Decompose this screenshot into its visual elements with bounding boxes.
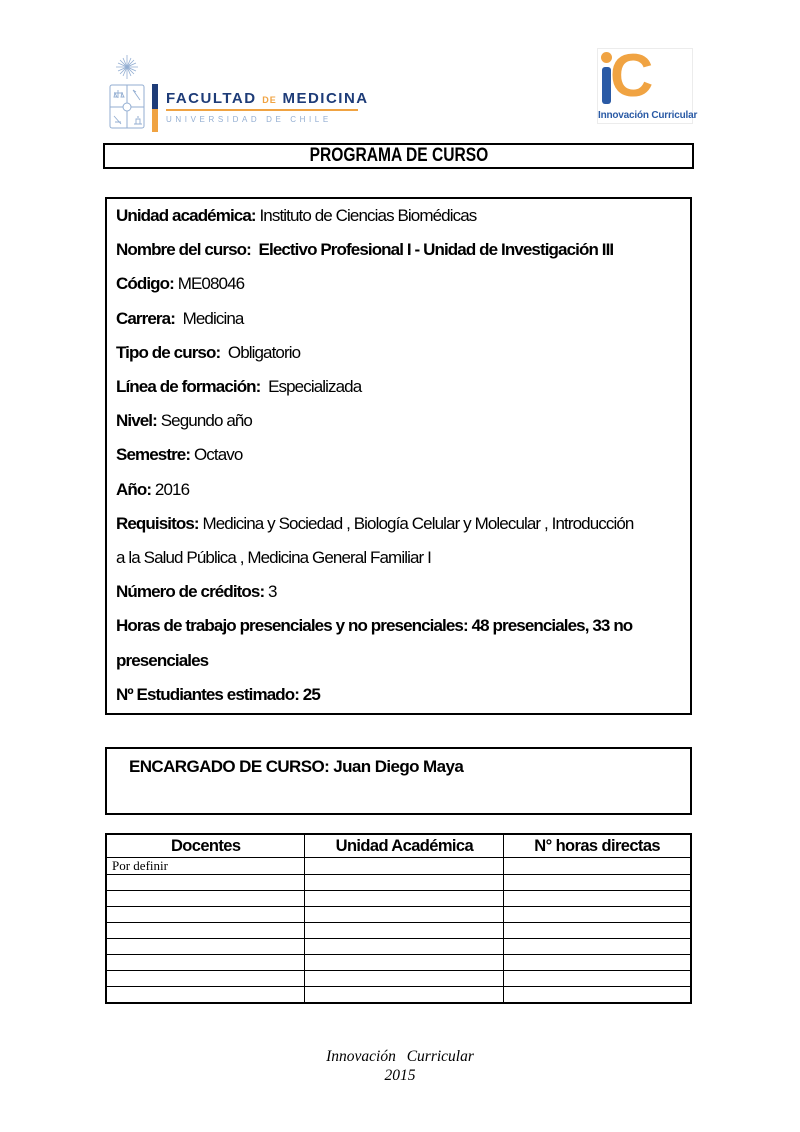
course-info-field	[116, 609, 690, 677]
table-cell	[106, 875, 305, 891]
university-name: UNIVERSIDAD DE CHILE	[166, 115, 332, 124]
table-row	[106, 939, 691, 955]
table-row	[106, 971, 691, 987]
field-label: Carrera:	[116, 308, 175, 328]
field-value: Electivo Profesional I - Unidad de Investigación III	[250, 240, 614, 260]
table-cell	[305, 923, 504, 939]
table-cell	[504, 907, 691, 923]
table-row	[106, 923, 691, 939]
table-cell	[305, 858, 504, 875]
table-row	[106, 875, 691, 891]
course-info-field	[116, 199, 690, 233]
table-cell	[106, 939, 305, 955]
field-value: Medicina y Sociedad , Biología Celular y Molecular , Introducción a la Salud Pública , Medicina General Familiar I	[116, 513, 638, 568]
course-info-field	[116, 678, 690, 712]
table-row	[106, 858, 691, 875]
ic-caption: Innovación Curricular	[598, 110, 698, 121]
faculty-name-de: DE	[262, 95, 277, 105]
table-cell	[106, 891, 305, 907]
field-label: Nº Estudiantes estimado:	[116, 684, 299, 704]
teachers-table	[105, 833, 692, 1004]
faculty-underline	[166, 109, 358, 111]
table-cell	[504, 858, 691, 875]
field-value: 48 presenciales, 33 no presenciales	[116, 616, 637, 670]
course-info-field	[116, 267, 690, 301]
table-cell	[305, 955, 504, 971]
column-header-horas-directas: N° horas directas	[504, 834, 691, 858]
course-info-field	[116, 575, 690, 609]
table-row	[106, 987, 691, 1004]
course-coordinator-box	[105, 747, 692, 815]
table-row	[106, 907, 691, 923]
field-label: Código:	[116, 274, 174, 294]
table-cell	[305, 939, 504, 955]
field-value: Instituto de Ciencias Biomédicas	[255, 206, 477, 225]
course-info-field	[116, 302, 690, 336]
footer-line1: Innovación Curricular	[326, 1048, 474, 1065]
table-cell	[504, 891, 691, 907]
field-label: Nombre del curso:	[116, 240, 251, 260]
field-value: Obligatorio	[220, 342, 301, 362]
faculty-logo-text	[166, 90, 376, 124]
field-label: Nivel:	[116, 411, 157, 431]
document-title-box	[103, 143, 694, 169]
table-cell	[504, 955, 691, 971]
table-header-row	[106, 834, 691, 858]
table-cell	[106, 923, 305, 939]
table-cell	[305, 907, 504, 923]
faculty-logo	[103, 54, 403, 138]
table-cell	[504, 875, 691, 891]
field-value: Medicina	[174, 308, 244, 328]
course-info-box	[105, 197, 692, 715]
course-info-field	[116, 370, 690, 404]
field-label: Número de créditos:	[116, 582, 265, 602]
field-label: Requisitos:	[116, 513, 199, 533]
course-info-field	[116, 507, 637, 575]
table-cell	[504, 987, 691, 1004]
table-cell: Por definir	[106, 858, 305, 875]
table-cell	[305, 971, 504, 987]
field-value: Especializada	[260, 377, 362, 397]
field-label: Horas de trabajo presenciales y no presenciales:	[116, 616, 468, 636]
field-value: ME08046	[173, 274, 245, 294]
coordinator-label: ENCARGADO DE CURSO:	[129, 757, 330, 776]
page-title: PROGRAMA DE CURSO	[309, 145, 488, 166]
ic-c-letter: C	[610, 42, 654, 109]
course-info-field	[116, 404, 690, 438]
field-label: Año:	[116, 479, 152, 499]
course-info-field	[116, 336, 690, 370]
faculty-name: FACULTAD DE MEDICINA	[166, 90, 369, 107]
table-cell	[504, 971, 691, 987]
innovacion-curricular-logo	[597, 42, 698, 124]
field-value: 25	[298, 684, 320, 704]
field-label: Unidad académica:	[116, 206, 256, 225]
field-label: Tipo de curso:	[116, 342, 221, 362]
table-cell	[106, 987, 305, 1004]
field-value: Octavo	[190, 445, 243, 465]
course-info-field	[116, 233, 690, 267]
table-cell	[106, 907, 305, 923]
footer-line2: 2015	[384, 1067, 416, 1084]
document-footer	[0, 1047, 800, 1085]
field-value: 2016	[151, 479, 190, 499]
university-shield-icon	[103, 54, 151, 134]
table-row	[106, 891, 691, 907]
table-row	[106, 955, 691, 971]
table-cell	[305, 875, 504, 891]
table-cell	[504, 939, 691, 955]
course-info-field	[116, 473, 690, 507]
logo-divider-bar	[152, 84, 158, 132]
table-cell	[305, 891, 504, 907]
field-label: Línea de formación:	[116, 377, 261, 397]
field-label: Semestre:	[116, 445, 191, 465]
table-cell	[106, 971, 305, 987]
coordinator-name: Juan Diego Maya	[329, 757, 464, 776]
column-header-unidad-academica: Unidad Académica	[305, 834, 504, 858]
column-header-docentes: Docentes	[106, 834, 305, 858]
field-value: 3	[264, 582, 277, 602]
course-info-field	[116, 438, 690, 472]
table-cell	[305, 987, 504, 1004]
table-cell	[504, 923, 691, 939]
field-value: Segundo año	[156, 411, 252, 431]
table-cell	[106, 955, 305, 971]
